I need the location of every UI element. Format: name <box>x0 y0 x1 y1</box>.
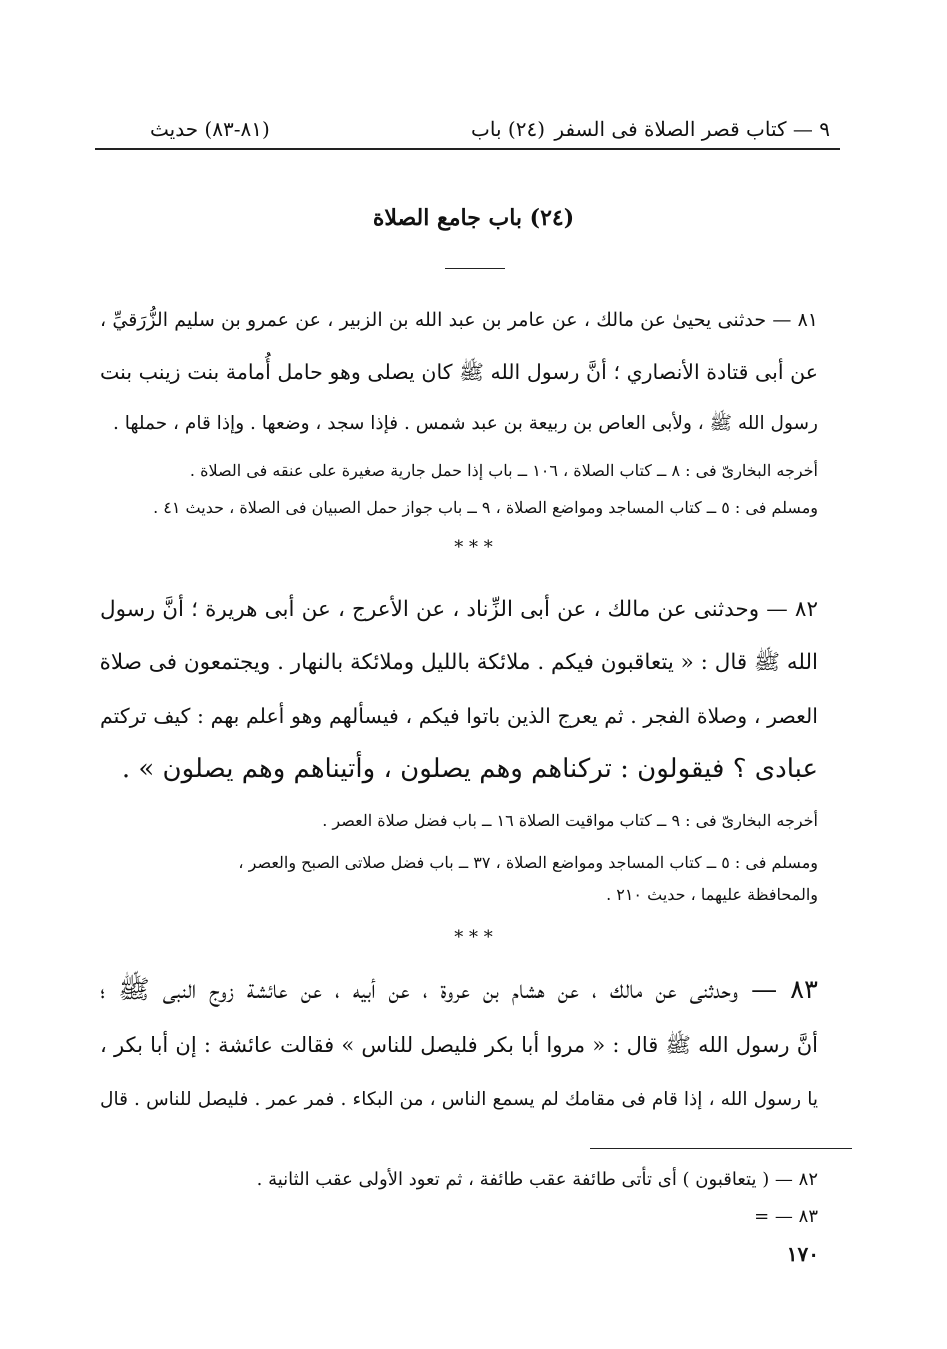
section-separator: * * * <box>454 537 493 558</box>
hadith-82-ref-2: ومسلم فى : ٥ ــ كتاب المساجد ومواضع الصلاة ، ٣٧ ــ باب فضل صلاتى الصبح والعصر ، <box>238 853 818 872</box>
hadith-81-line-1: ٨١ — حدثنى يحيىٰ عن مالك ، عن عامر بن عبد الله بن الزبير ، عن عمرو بن سليم الزُّرَقيِّ ، <box>100 309 818 331</box>
hadith-82-line-4: عبادى ؟ فيقولون : تركناهم وهم يصلون ، وأتيناهم وهم يصلون » . <box>121 754 818 784</box>
header-chapter: ٩ — كتاب قصر الصلاة فى السفر <box>554 117 830 141</box>
title-divider <box>445 268 505 269</box>
hadith-83-line-1: ٨٣ — وحدثنى عن مالك ، عن هشام بن عروة ، عن أبيه ، عن عائشة زوج النبى ﷺ ؛ <box>100 975 818 1005</box>
header-hadith-range: (٨١-٨٣) حديث <box>150 117 270 141</box>
footnote-82: ٨٢ — ( يتعاقبون ) أى تأتى طائفة عقب طائفة ، ثم تعود الأولى عقب الثانية . <box>256 1169 818 1190</box>
page-number: ١٧٠ <box>786 1242 819 1266</box>
footnote-divider <box>590 1148 852 1149</box>
section-separator: * * * <box>454 927 493 948</box>
chapter-title: (٢٤) باب جامع الصلاة <box>372 205 575 231</box>
hadith-83-line-2: أنَّ رسول الله ﷺ قال : « مروا أبا بكر فليصل للناس » فقالت عائشة : إن أبا بكر ، <box>100 1033 818 1057</box>
footnote-83: ٨٣ — = <box>754 1206 818 1227</box>
hadith-82-line-3: العصر ، وصلاة الفجر . ثم يعرج الذين باتوا فيكم ، فيسألهم وهو أعلم بهم : كيف تركتم <box>100 704 818 728</box>
hadith-81-ref-2: ومسلم فى : ٥ ــ كتاب المساجد ومواضع الصلاة ، ٩ ــ باب جواز حمل الصبيان فى الصلاة ، حديث ٤١ . <box>153 498 818 517</box>
running-header <box>150 112 830 146</box>
hadith-82-line-2: الله ﷺ قال : « يتعاقبون فيكم . ملائكة بالليل وملائكة بالنهار . ويجتمعون فى صلاة <box>99 650 818 675</box>
hadith-81-line-3: رسول الله ﷺ ، ولأبى العاص بن ربيعة بن عبد شمس . فإذا سجد ، وضعها . وإذا قام ، حملها . <box>112 413 818 434</box>
hadith-83-line-3: يا رسول الله ، إذا قام فى مقامك لم يسمع الناس ، من البكاء . فمر عمر . فليصل للناس . قال <box>100 1089 818 1110</box>
header-divider <box>95 148 840 150</box>
hadith-82-line-1: ٨٢ — وحدثنى عن مالك ، عن أبى الزِّناد ، عن الأعرج ، عن أبى هريرة ؛ أنَّ رسول <box>100 597 818 622</box>
hadith-82-ref-3: والمحافظة عليهما ، حديث ٢١٠ . <box>606 885 818 904</box>
hadith-81-line-2: عن أبى قتادة الأنصاري ؛ أنَّ رسول الله ﷺ كان يصلى وهو حامل أُمامة بنت زينب بنت <box>100 360 818 384</box>
header-section: (٢٤) باب <box>471 117 545 141</box>
hadith-81-ref-1: أخرجه البخارىّ فى : ٨ ــ كتاب الصلاة ، ١٠٦ ــ باب إذا حمل جارية صغيرة على عنقه فى الصلاة . <box>189 461 818 480</box>
hadith-82-ref-1: أخرجه البخارىّ فى : ٩ ــ كتاب مواقيت الصلاة ١٦ ــ باب فضل صلاة العصر . <box>322 811 818 830</box>
